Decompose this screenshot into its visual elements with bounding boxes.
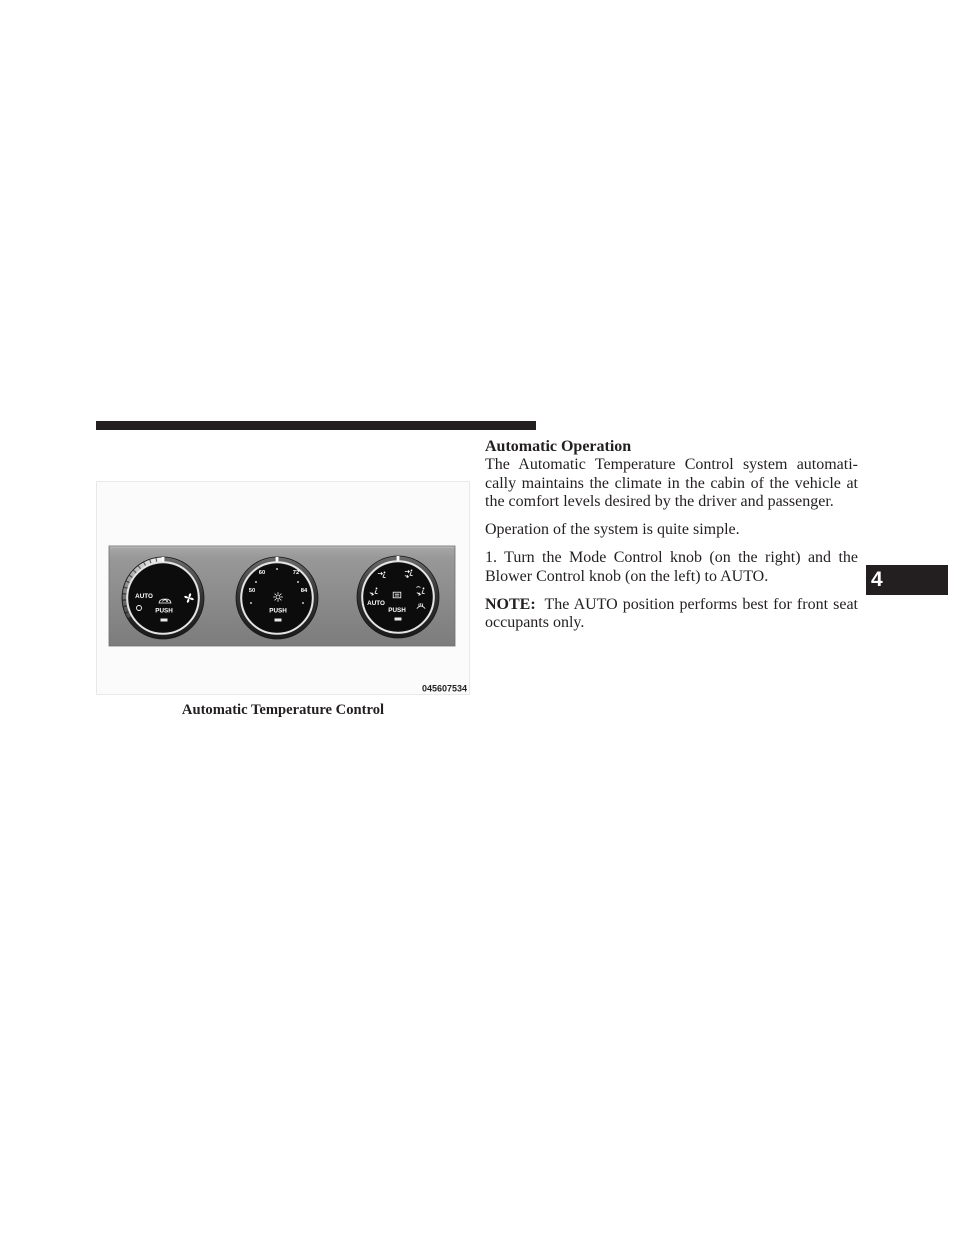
temperature-scale-label: 60: [258, 570, 266, 576]
figure: [96, 481, 470, 695]
text-column: [485, 438, 858, 643]
chapter-number: 4: [871, 568, 883, 591]
text-line: Blower Control knob (on the left) to AUTO.: [485, 567, 769, 585]
mode-control-knob: [357, 556, 439, 638]
knob-face: [363, 562, 432, 631]
blower-control-knob: [122, 557, 204, 639]
text-line: the comfort levels desired by the driver and passenger.: [485, 493, 834, 511]
text-line: The Automatic Temperature Control system automati-: [485, 456, 858, 474]
figure-code: 045607534: [421, 683, 467, 694]
note-first-line: [485, 596, 858, 615]
note: [485, 596, 858, 633]
temperature-scale-label: 72: [292, 570, 300, 576]
position-marker: [276, 557, 279, 562]
temperature-scale-label: 50: [248, 588, 256, 594]
note-label: NOTE:: [485, 595, 536, 613]
position-marker: [397, 556, 400, 561]
indicator-light: [161, 619, 168, 622]
text-line: cally maintains the climate in the cabin of the vehicle at: [485, 474, 858, 492]
note-text: The AUTO position performs best for front seat: [544, 595, 858, 613]
text-line: Operation of the system is quite simple.: [485, 521, 740, 539]
climate-control-photo: [96, 481, 470, 695]
push-label: PUSH: [388, 607, 406, 614]
section-heading: Automatic Operation: [485, 437, 632, 455]
push-label: PUSH: [155, 607, 173, 615]
text-line: occupants only.: [485, 614, 585, 632]
paragraph-intro: [485, 456, 858, 512]
push-label: PUSH: [269, 607, 287, 615]
step-1: [485, 549, 858, 586]
temperature-scale-label: 84: [300, 588, 308, 594]
indicator-light: [395, 618, 402, 621]
paragraph-simple: [485, 521, 858, 540]
auto-label: AUTO: [135, 593, 153, 600]
section-divider-bar: [96, 421, 536, 430]
text-line: 1. Turn the Mode Control knob (on the right) and the: [485, 549, 858, 567]
indicator-light: [275, 619, 282, 622]
chapter-tab: [866, 565, 948, 595]
knob-face: [242, 563, 311, 632]
temperature-control-knob: [236, 557, 318, 639]
position-marker: [162, 557, 165, 562]
auto-label: AUTO: [367, 600, 385, 607]
figure-caption: Automatic Temperature Control: [181, 702, 385, 718]
